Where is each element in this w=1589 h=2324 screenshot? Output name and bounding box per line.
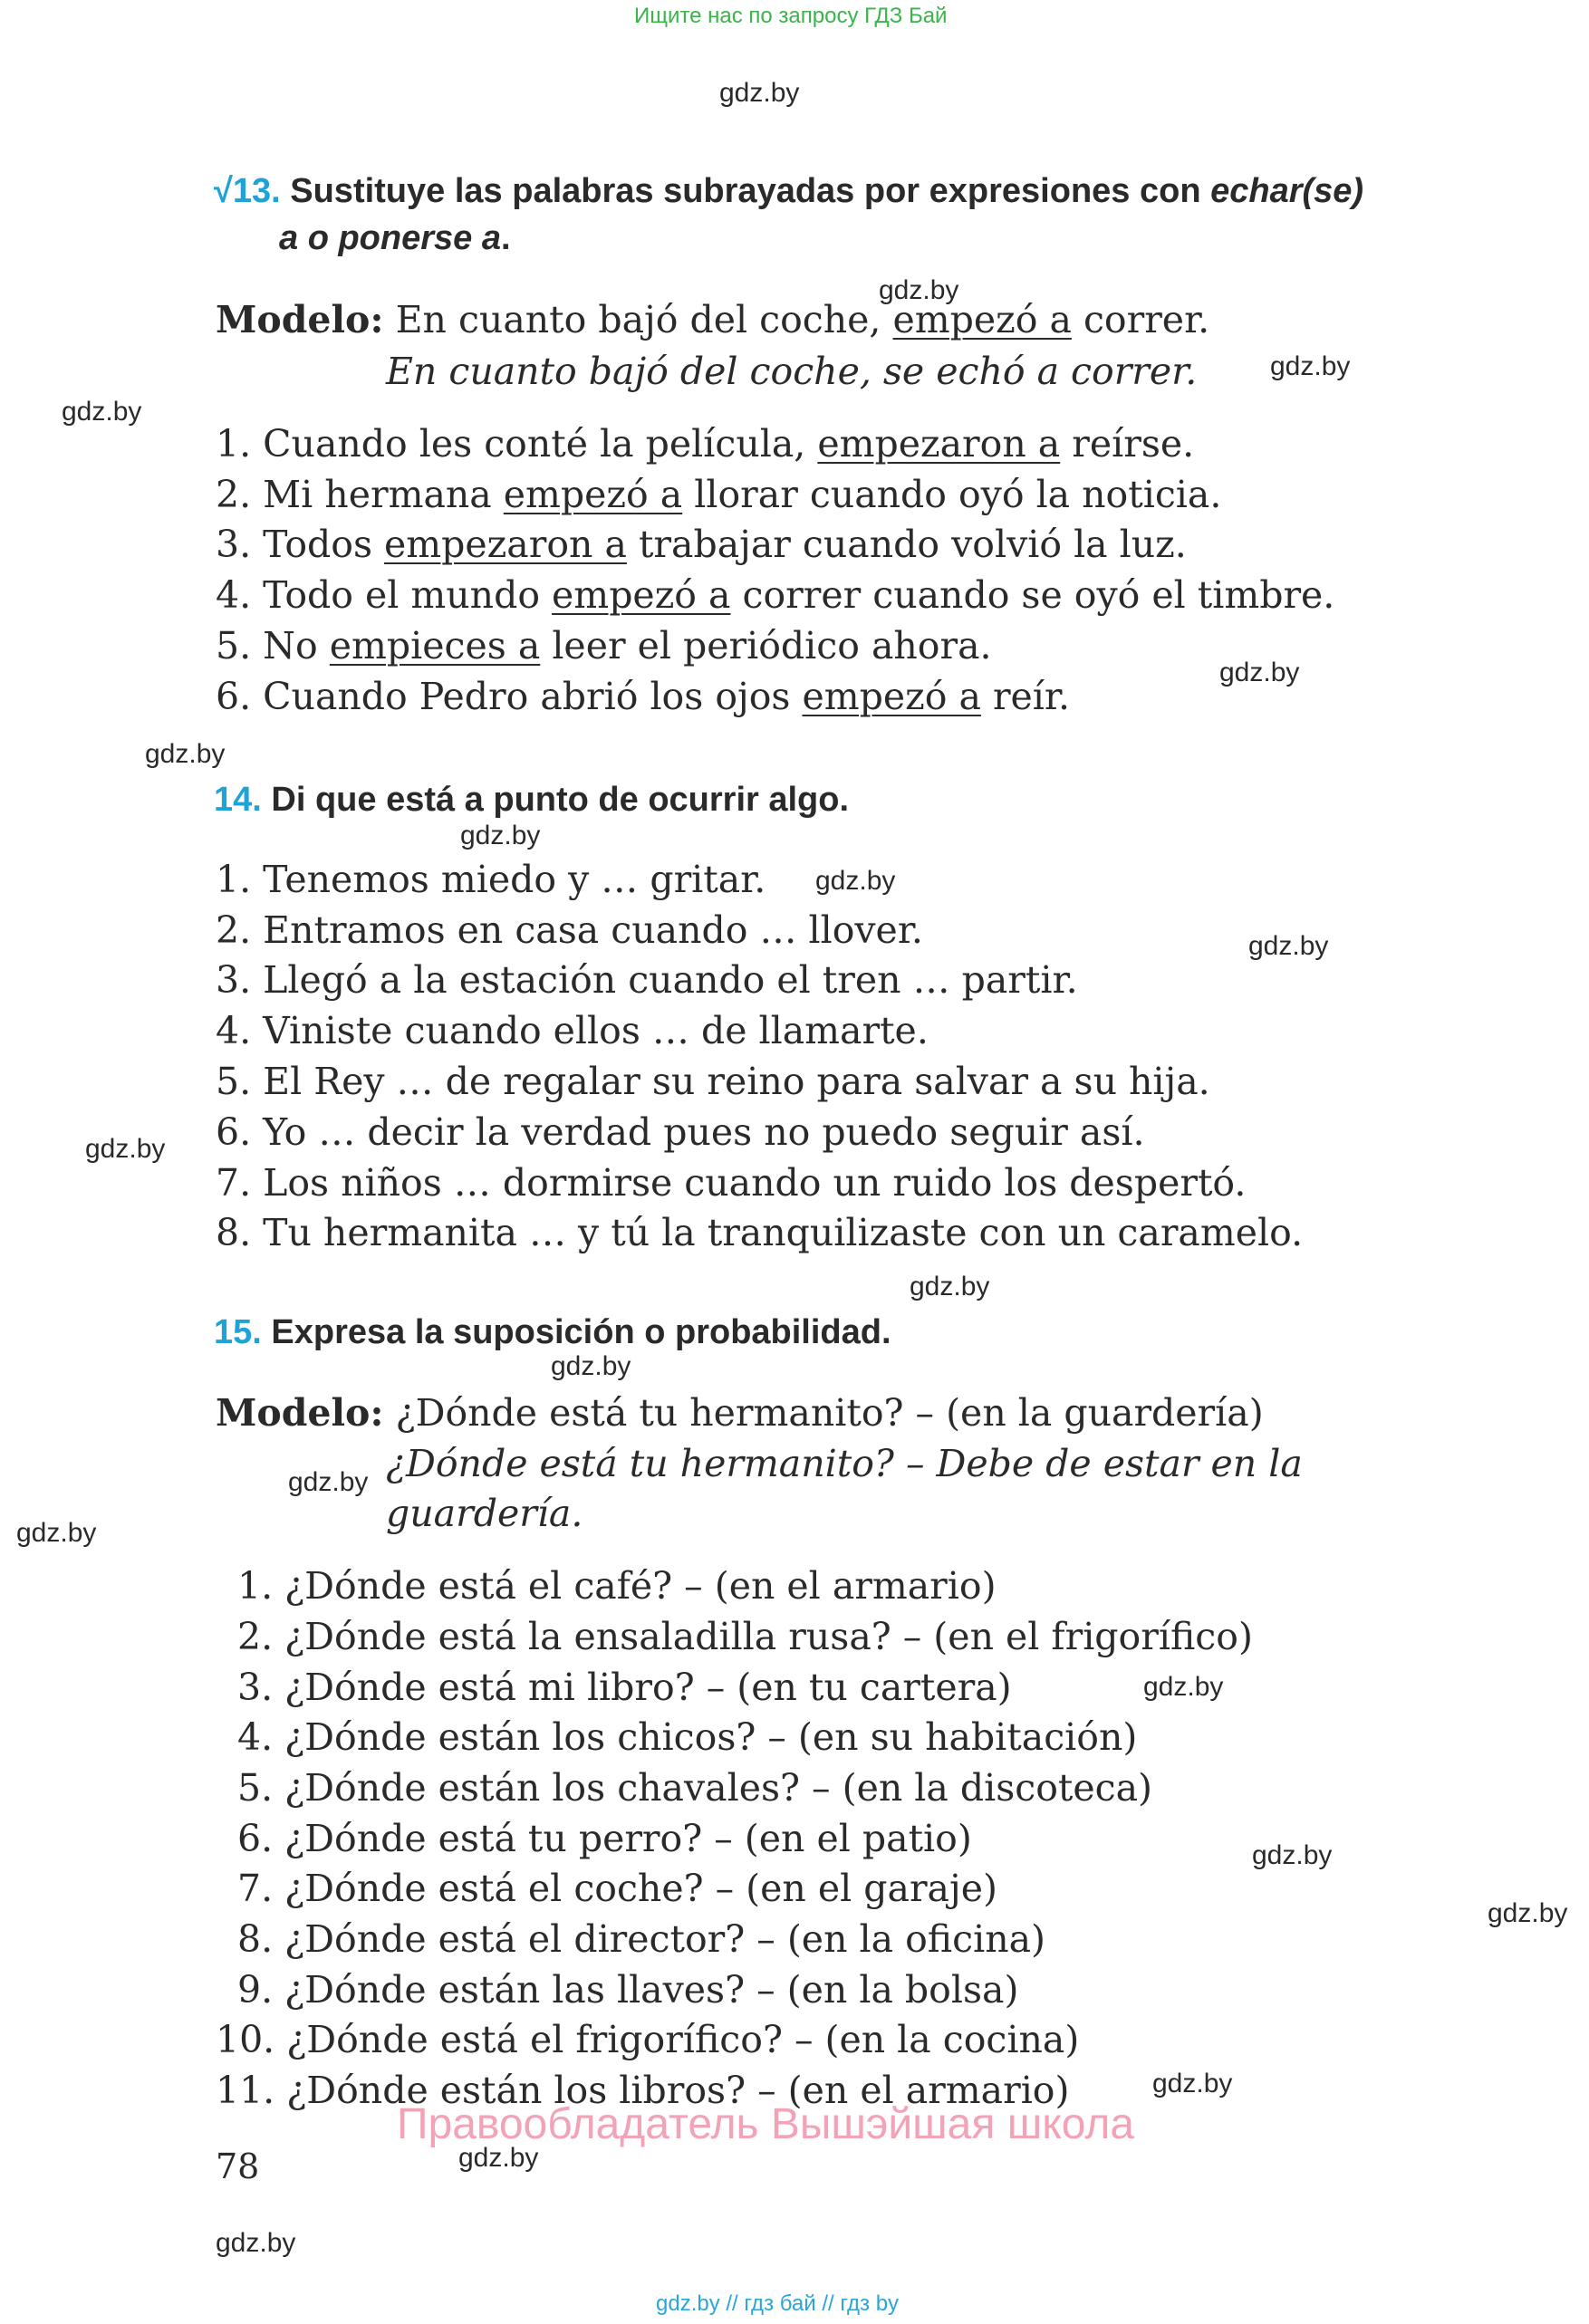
item-text: ¿Dónde está tu perro? – (en el patio) [284,1817,972,1860]
item-text: ¿Dónde están los chavales? – (en la discoteca) [284,1766,1153,1810]
item-number: 1. [237,1564,274,1608]
item-text-end: reírse. [1060,422,1195,466]
item-text-end: correr cuando se oyó el timbre. [730,573,1335,617]
item-number: 4. [216,573,252,617]
exercise-13-title-line-2 [279,219,511,258]
item-number: 8. [237,1917,274,1961]
watermark: gdz.by [458,2143,539,2173]
exercise-15-modelo-line-2: ¿Dónde está tu hermanito? – Debe de estar en la [386,1442,1303,1485]
item-text: ¿Dónde está el café? – (en el armario) [284,1564,997,1608]
list-item [237,1564,997,1608]
item-number: 7. [237,1867,274,1910]
list-item [237,1766,1153,1810]
list-item [237,1715,1138,1759]
watermark: gdz.by [288,1467,369,1497]
exercise-13-number: √13. [214,172,281,210]
item-text: Cuando Pedro abrió los ojos [263,675,803,718]
exercise-13-title-italic: echar(se) [1210,172,1364,210]
exercise-13-title-end: . [500,219,511,257]
exercise-13-modelo-line-1 [216,298,1210,341]
watermark: gdz.by [85,1134,166,1164]
item-text: ¿Dónde está el director? – (en la oficina) [284,1917,1046,1961]
exercise-14-title [214,781,849,820]
list-item [237,1867,997,1910]
list-item [216,523,1187,566]
watermark: gdz.by [145,739,226,769]
top-banner-link[interactable]: Ищите нас по запросу ГДЗ Бай [634,4,948,28]
item-number: 5. [216,624,252,667]
list-item [237,1968,1019,2012]
modelo-label: Modelo: [216,298,384,341]
item-number: 11. [216,2069,275,2112]
item-number: 10. [216,2018,275,2061]
watermark: gdz.by [815,866,896,896]
list-item: 4. Viniste cuando ellos … de llamarte. [216,1009,929,1052]
item-text: ¿Dónde están los libros? – (en el armario) [286,2069,1070,2112]
watermark: gdz.by [910,1272,990,1301]
item-number: 6. [216,675,252,718]
watermark: gdz.by [1143,1672,1224,1702]
exercise-14-title-text: Di que está a punto de ocurrir algo. [271,781,850,819]
list-item: 8. Tu hermanita … y tú la tranquilizaste con un caramelo. [216,1211,1304,1254]
item-text: Todo el mundo [263,573,553,617]
watermark: gdz.by [62,397,142,427]
exercise-13-title-text: Sustituye las palabras subrayadas por expresiones con [290,172,1211,210]
item-text: No [263,624,330,667]
item-underlined: empezó a [802,675,981,718]
modelo-text: ¿Dónde está tu hermanito? – (en la guardería) [395,1391,1264,1435]
item-text: Cuando les conté la película, [263,422,818,466]
item-text-end: trabajar cuando volvió la luz. [626,523,1187,566]
list-item [216,675,1071,718]
list-item [237,1666,1012,1709]
list-item: 2. Entramos en casa cuando … llover. [216,908,923,952]
exercise-15-number: 15. [214,1313,262,1351]
item-text: ¿Dónde está el frigorífico? – (en la cocina) [286,2018,1080,2061]
exercise-14-number: 14. [214,781,262,819]
item-number: 3. [216,523,252,566]
item-text: ¿Dónde está mi libro? – (en tu cartera) [284,1666,1012,1709]
exercise-15-title [214,1313,891,1352]
list-item: 3. Llegó a la estación cuando el tren … partir. [216,958,1078,1002]
item-text: Todos [263,523,385,566]
exercise-15-modelo-line-3: guardería. [386,1492,583,1535]
watermark: gdz.by [879,275,959,305]
list-item: 5. El Rey … de regalar su reino para salvar a su hija. [216,1060,1210,1103]
watermark: gdz.by [1488,1898,1568,1928]
exercise-13-title-italic-2: a o ponerse a [279,219,501,257]
watermark: gdz.by [16,1518,97,1548]
list-item [216,473,1222,516]
page-number: 78 [216,2146,260,2186]
exercise-13-modelo-line-2: En cuanto bajó del coche, se echó a correr. [386,350,1198,393]
item-number: 9. [237,1968,274,2012]
watermark: gdz.by [551,1351,631,1381]
list-item: 1. Tenemos miedo y … gritar. [216,858,766,901]
site-watermark: gdz.by [719,78,800,108]
watermark: gdz.by [1248,931,1329,961]
list-item [216,2018,1080,2061]
item-text-end: reír. [980,675,1071,718]
list-item [237,1615,1253,1658]
watermark: gdz.by [1270,351,1351,381]
modelo-text-end: correr. [1071,298,1210,341]
list-item [216,624,992,667]
copyright-notice: Правообладатель Вышэйшая школа [397,2100,1135,2148]
modelo-text: En cuanto bajó del coche, [395,298,893,341]
list-item [237,1817,972,1860]
modelo-label: Modelo: [216,1391,384,1435]
list-item [216,422,1195,466]
item-number: 2. [237,1615,274,1658]
watermark: gdz.by [1219,658,1300,687]
item-text: Mi hermana [263,473,504,516]
item-underlined: empezaron a [817,422,1061,466]
item-number: 2. [216,473,252,516]
item-number: 5. [237,1766,274,1810]
bottom-links[interactable]: gdz.by // гдз бай // гдз by [656,2291,900,2316]
item-underlined: empezaron a [384,523,627,566]
watermark: gdz.by [1252,1840,1333,1870]
item-number: 6. [237,1817,274,1860]
item-text: ¿Dónde están los chicos? – (en su habitación) [284,1715,1138,1759]
list-item: 7. Los niños … dormirse cuando un ruido los despertó. [216,1161,1247,1205]
watermark: gdz.by [460,821,541,850]
item-underlined: empezó a [503,473,683,516]
list-item: 6. Yo … decir la verdad pues no puedo seguir así. [216,1110,1145,1154]
exercise-13-title-line-1 [214,172,1363,211]
item-text: ¿Dónde está el coche? – (en el garaje) [284,1867,997,1910]
item-text-end: leer el periódico ahora. [540,624,992,667]
modelo-underlined: empezó a [892,298,1072,341]
watermark: gdz.by [216,2228,296,2258]
watermark: gdz.by [1152,2069,1233,2098]
item-underlined: empieces a [329,624,541,667]
item-number: 4. [237,1715,274,1759]
list-item [216,573,1335,617]
item-text: ¿Dónde está la ensaladilla rusa? – (en el frigorífico) [284,1615,1253,1658]
list-item [237,1917,1046,1961]
item-underlined: empezó a [552,573,731,617]
item-number: 1. [216,422,252,466]
item-text: ¿Dónde están las llaves? – (en la bolsa) [284,1968,1019,2012]
exercise-15-modelo-line-1 [216,1391,1264,1435]
item-text-end: llorar cuando oyó la noticia. [682,473,1222,516]
item-number: 3. [237,1666,274,1709]
exercise-15-title-text: Expresa la suposición o probabilidad. [271,1313,891,1351]
